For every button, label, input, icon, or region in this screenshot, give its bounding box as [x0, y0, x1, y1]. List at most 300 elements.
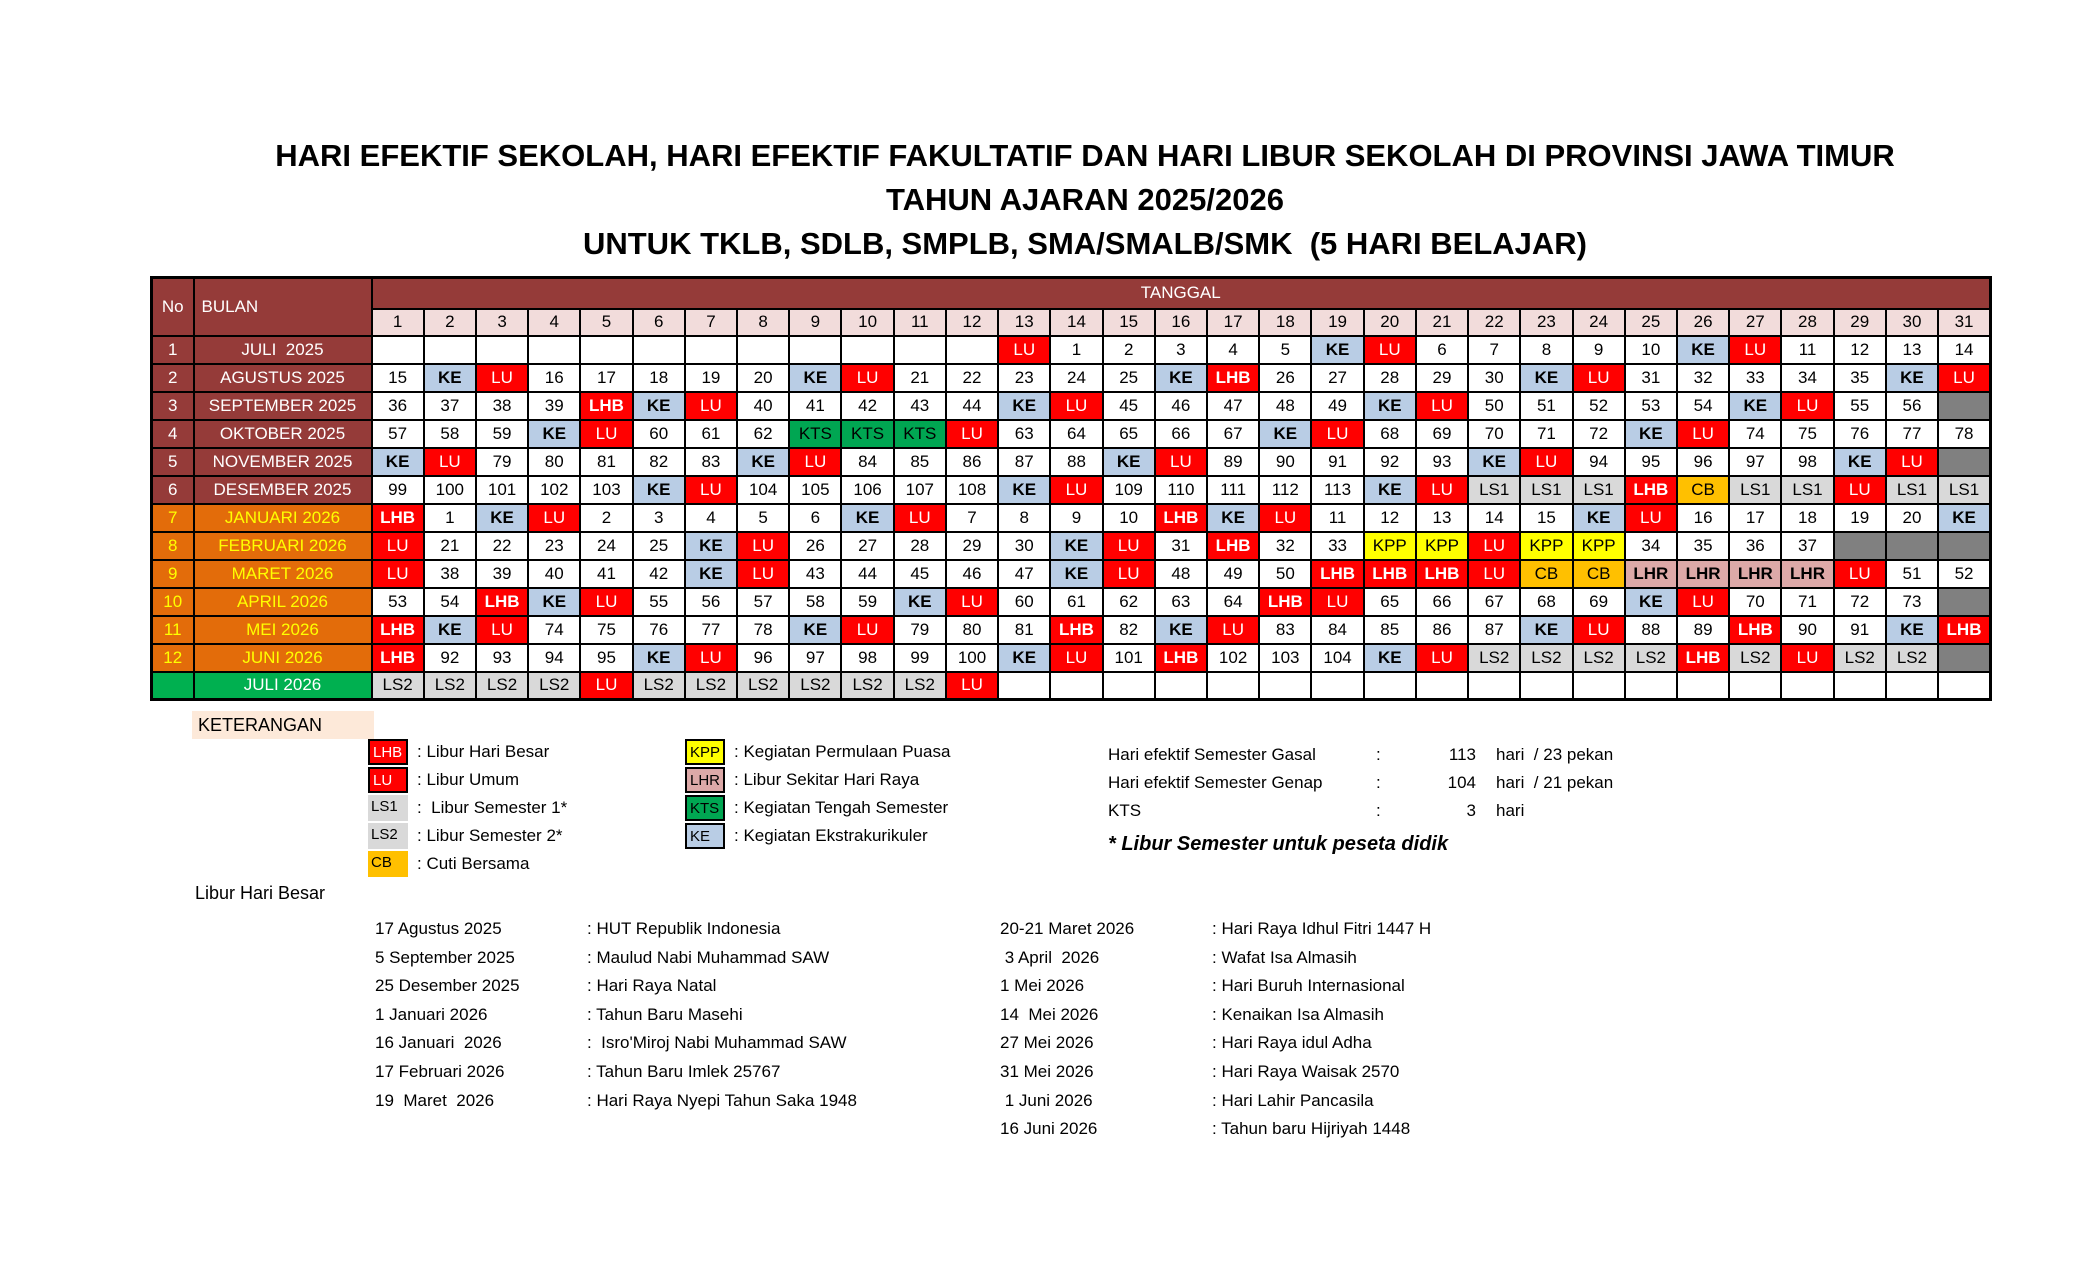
day-cell: 113 [1311, 476, 1363, 504]
day-cell: 23 [998, 364, 1050, 392]
day-cell: KE [841, 504, 893, 532]
holiday-list-right [1000, 915, 1431, 1144]
day-cell: 14 [1938, 336, 1990, 364]
day-cell: 97 [789, 644, 841, 672]
day-cell: 92 [1364, 448, 1416, 476]
day-cell [476, 336, 528, 364]
day-cell: 43 [789, 560, 841, 588]
day-cell: 63 [998, 420, 1050, 448]
day-cell: KE [1311, 336, 1363, 364]
day-cell: KE [1103, 448, 1155, 476]
day-cell: 87 [1468, 616, 1520, 644]
month-number-cell: 6 [152, 476, 194, 504]
day-cell [841, 336, 893, 364]
day-cell: 97 [1729, 448, 1781, 476]
day-cell: KE [372, 448, 424, 476]
stat-row [1108, 769, 1613, 797]
day-cell [1520, 672, 1572, 700]
day-cell: LHB [372, 644, 424, 672]
day-cell: LS2 [737, 672, 789, 700]
day-cell: LHB [372, 616, 424, 644]
legend-description: : Cuti Bersama [417, 854, 530, 873]
day-cell: 64 [1207, 588, 1259, 616]
day-cell: 41 [789, 392, 841, 420]
holiday-date: 14 Mei 2026 [1000, 1004, 1099, 1024]
day-cell: 104 [737, 476, 789, 504]
day-cell: 85 [1364, 616, 1416, 644]
legend-item [685, 823, 950, 849]
day-cell: 111 [1207, 476, 1259, 504]
day-cell: 108 [946, 476, 998, 504]
day-cell: KE [424, 616, 476, 644]
day-cell: 12 [1364, 504, 1416, 532]
holiday-item [1000, 944, 1431, 973]
day-cell: LHB [1050, 616, 1102, 644]
day-cell: KE [1729, 392, 1781, 420]
holiday-description: : Maulud Nabi Muhammad SAW [587, 947, 830, 967]
day-cell: 44 [946, 392, 998, 420]
day-cell: 29 [946, 532, 998, 560]
stat-unit: hari / 21 pekan [1496, 773, 1614, 792]
legend-swatch-lhb: LHB [368, 739, 408, 765]
stat-value: 104 [1447, 773, 1476, 792]
day-cell: 47 [998, 560, 1050, 588]
day-cell: LU [1050, 644, 1102, 672]
stat-unit: hari / 23 pekan [1496, 745, 1614, 764]
holiday-item [375, 1001, 857, 1030]
day-cell: 26 [789, 532, 841, 560]
day-cell: 30 [998, 532, 1050, 560]
day-cell: 95 [1625, 448, 1677, 476]
day-cell: LU [476, 616, 528, 644]
day-cell: 1 [424, 504, 476, 532]
day-cell: LHR [1781, 560, 1833, 588]
day-cell: 9 [1573, 336, 1625, 364]
day-cell: 18 [1781, 504, 1833, 532]
day-cell: 99 [894, 644, 946, 672]
day-cell: 61 [1050, 588, 1102, 616]
day-cell: 28 [894, 532, 946, 560]
month-number-cell: 1 [152, 336, 194, 364]
day-cell: 15 [1520, 504, 1572, 532]
legend-swatch-ls2: LS2 [368, 823, 408, 849]
day-cell: LU [685, 644, 737, 672]
legend-description: : Libur Umum [417, 770, 520, 789]
day-cell: 58 [424, 420, 476, 448]
day-cell: 51 [1886, 560, 1938, 588]
month-number-cell: 11 [152, 616, 194, 644]
day-cell: 25 [633, 532, 685, 560]
day-cell: 7 [946, 504, 998, 532]
legend-item [685, 767, 950, 793]
day-cell: 21 [894, 364, 946, 392]
day-cell: LS2 [841, 672, 893, 700]
month-number-cell: 3 [152, 392, 194, 420]
day-cell: 10 [1625, 336, 1677, 364]
day-cell: LU [580, 672, 632, 700]
day-cell: 42 [633, 560, 685, 588]
day-cell: 99 [372, 476, 424, 504]
month-row [152, 420, 1991, 448]
day-cell: 38 [476, 392, 528, 420]
day-cell: 67 [1207, 420, 1259, 448]
month-name-cell: APRIL 2026 [194, 588, 372, 616]
day-cell [685, 336, 737, 364]
date-header-cell: 20 [1364, 309, 1416, 336]
day-cell: CB [1520, 560, 1572, 588]
day-cell [1259, 672, 1311, 700]
day-cell [946, 336, 998, 364]
day-cell: 102 [528, 476, 580, 504]
day-cell: 24 [1050, 364, 1102, 392]
day-cell: 6 [789, 504, 841, 532]
day-cell [580, 336, 632, 364]
day-cell: 69 [1573, 588, 1625, 616]
day-cell: 31 [1625, 364, 1677, 392]
holiday-item [1000, 1087, 1431, 1116]
day-cell: CB [1573, 560, 1625, 588]
day-cell: LHB [1625, 476, 1677, 504]
day-cell: KE [1677, 336, 1729, 364]
day-cell: 24 [580, 532, 632, 560]
day-cell: 80 [946, 616, 998, 644]
day-cell: 34 [1781, 364, 1833, 392]
day-cell [1729, 672, 1781, 700]
day-cell: 48 [1155, 560, 1207, 588]
day-cell: LHB [1259, 588, 1311, 616]
month-name-cell: MEI 2026 [194, 616, 372, 644]
day-cell: 52 [1938, 560, 1990, 588]
day-cell: 103 [580, 476, 632, 504]
day-cell: 98 [841, 644, 893, 672]
month-name-cell: DESEMBER 2025 [194, 476, 372, 504]
day-cell: LU [1886, 448, 1938, 476]
holiday-item [375, 944, 857, 973]
date-header-cell: 16 [1155, 309, 1207, 336]
day-cell: LU [1311, 420, 1363, 448]
day-cell: LS2 [1834, 644, 1886, 672]
day-cell: KE [737, 448, 789, 476]
day-cell: 104 [1311, 644, 1363, 672]
no-column-header: No [152, 278, 194, 336]
day-cell: LU [476, 364, 528, 392]
date-header-cell: 9 [789, 309, 841, 336]
day-cell: KPP [1364, 532, 1416, 560]
date-header-cell: 23 [1520, 309, 1572, 336]
day-cell [1834, 672, 1886, 700]
month-row [152, 364, 1991, 392]
day-cell: 109 [1103, 476, 1155, 504]
day-cell [1103, 672, 1155, 700]
month-row [152, 560, 1991, 588]
date-header-cell: 2 [424, 309, 476, 336]
day-cell: LHB [1155, 644, 1207, 672]
day-cell: LS2 [685, 672, 737, 700]
day-cell: 82 [633, 448, 685, 476]
day-cell: 94 [528, 644, 580, 672]
day-cell: LU [1416, 644, 1468, 672]
date-header-row [152, 309, 1991, 336]
day-cell: 20 [737, 364, 789, 392]
day-cell: 101 [476, 476, 528, 504]
date-header-cell: 27 [1729, 309, 1781, 336]
table-header-row-1 [152, 278, 1991, 309]
day-cell: 78 [1938, 420, 1990, 448]
day-cell: KTS [894, 420, 946, 448]
day-cell: 56 [685, 588, 737, 616]
month-number-cell: 7 [152, 504, 194, 532]
day-cell: KTS [789, 420, 841, 448]
day-cell: KE [1364, 476, 1416, 504]
day-cell: KE [1364, 392, 1416, 420]
date-header-cell: 25 [1625, 309, 1677, 336]
day-cell: KE [528, 420, 580, 448]
day-cell: 22 [476, 532, 528, 560]
day-cell: 69 [1416, 420, 1468, 448]
day-cell: LS1 [1573, 476, 1625, 504]
date-header-cell: 4 [528, 309, 580, 336]
day-cell: LS2 [1729, 644, 1781, 672]
day-cell: 71 [1781, 588, 1833, 616]
day-cell: LU [946, 588, 998, 616]
page-title [70, 134, 2100, 266]
day-cell [1468, 672, 1520, 700]
holiday-item [375, 915, 857, 944]
day-cell: LHB [1311, 560, 1363, 588]
holiday-description: : Tahun baru Hijriyah 1448 [1212, 1119, 1411, 1139]
date-header-cell: 24 [1573, 309, 1625, 336]
day-cell [1155, 672, 1207, 700]
day-cell: 83 [685, 448, 737, 476]
holiday-date: 1 Januari 2026 [375, 1004, 488, 1024]
legend-description: : Libur Sekitar Hari Raya [734, 770, 920, 789]
day-cell: LS2 [476, 672, 528, 700]
date-header-cell: 28 [1781, 309, 1833, 336]
day-cell [1938, 392, 1990, 420]
day-cell: KTS [841, 420, 893, 448]
stat-row [1108, 797, 1613, 825]
month-name-cell: JUNI 2026 [194, 644, 372, 672]
day-cell: 8 [998, 504, 1050, 532]
date-header-cell: 7 [685, 309, 737, 336]
legend-description: : Kegiatan Ekstrakurikuler [734, 826, 928, 845]
day-cell: 5 [1259, 336, 1311, 364]
day-cell: KPP [1416, 532, 1468, 560]
day-cell: 40 [528, 560, 580, 588]
day-cell: 62 [737, 420, 789, 448]
day-cell: LU [1311, 588, 1363, 616]
day-cell: 51 [1520, 392, 1572, 420]
holiday-item [375, 1058, 857, 1087]
day-cell: 54 [424, 588, 476, 616]
day-cell: 15 [372, 364, 424, 392]
month-name-cell: SEPTEMBER 2025 [194, 392, 372, 420]
month-name-cell: AGUSTUS 2025 [194, 364, 372, 392]
day-cell: 59 [841, 588, 893, 616]
stat-value: 113 [1448, 745, 1476, 764]
day-cell: 90 [1781, 616, 1833, 644]
holiday-date: 25 Desember 2025 [375, 976, 520, 996]
day-cell: 84 [1311, 616, 1363, 644]
day-cell: 75 [580, 616, 632, 644]
day-cell: KE [1834, 448, 1886, 476]
day-cell: 86 [1416, 616, 1468, 644]
day-cell: LU [528, 504, 580, 532]
month-number-cell: 12 [152, 644, 194, 672]
day-cell: 88 [1625, 616, 1677, 644]
day-cell: 17 [1729, 504, 1781, 532]
day-cell: LS2 [1468, 644, 1520, 672]
day-cell: 105 [789, 476, 841, 504]
day-cell: KE [1050, 560, 1102, 588]
day-cell: 8 [1520, 336, 1572, 364]
date-header-cell: 10 [841, 309, 893, 336]
day-cell: LS2 [633, 672, 685, 700]
day-cell: LS1 [1520, 476, 1572, 504]
day-cell: KE [789, 616, 841, 644]
day-cell: KE [633, 476, 685, 504]
day-cell: LS1 [1781, 476, 1833, 504]
day-cell: 5 [737, 504, 789, 532]
day-cell: LHB [476, 588, 528, 616]
day-cell: 11 [1311, 504, 1363, 532]
month-name-cell: FEBRUARI 2026 [194, 532, 372, 560]
day-cell: 50 [1259, 560, 1311, 588]
legend-description: : Libur Semester 1* [417, 798, 568, 817]
date-header-cell: 14 [1050, 309, 1102, 336]
day-cell [998, 672, 1050, 700]
day-cell: 56 [1886, 392, 1938, 420]
effective-days-stats [1108, 741, 1613, 825]
day-cell: LS2 [424, 672, 476, 700]
date-header-cell: 3 [476, 309, 528, 336]
holiday-description: : Hari Raya Natal [587, 976, 717, 996]
day-cell: LU [1677, 588, 1729, 616]
day-cell: 55 [1834, 392, 1886, 420]
date-header-cell: 31 [1938, 309, 1990, 336]
day-cell [1938, 532, 1990, 560]
day-cell [789, 336, 841, 364]
holiday-description: : Hari Raya Idhul Fitri 1447 H [1212, 919, 1432, 938]
keterangan-label: KETERANGAN [192, 711, 374, 739]
holiday-item [1000, 915, 1431, 944]
legend-item [368, 739, 567, 765]
date-header-cell: 17 [1207, 309, 1259, 336]
day-cell [1938, 448, 1990, 476]
month-row [152, 616, 1991, 644]
day-cell: 23 [528, 532, 580, 560]
day-cell: LS2 [528, 672, 580, 700]
day-cell: 39 [528, 392, 580, 420]
day-cell: 3 [633, 504, 685, 532]
day-cell: KE [1520, 364, 1572, 392]
stat-colon: : [1376, 773, 1381, 792]
date-header-cell: 12 [946, 309, 998, 336]
day-cell: 87 [998, 448, 1050, 476]
day-cell: 1 [1050, 336, 1102, 364]
holiday-item [1000, 1029, 1431, 1058]
stat-label: KTS [1108, 801, 1142, 820]
day-cell: 79 [894, 616, 946, 644]
tanggal-header: TANGGAL [372, 278, 1991, 309]
day-cell: KE [1155, 364, 1207, 392]
day-cell: 78 [737, 616, 789, 644]
holiday-description: : Hari Raya idul Adha [1212, 1033, 1372, 1053]
day-cell: 65 [1103, 420, 1155, 448]
day-cell: 63 [1155, 588, 1207, 616]
day-cell: 52 [1573, 392, 1625, 420]
holiday-description: : Hari Buruh Internasional [1212, 976, 1405, 996]
month-name-cell: JULI 2025 [194, 336, 372, 364]
day-cell: LU [372, 560, 424, 588]
day-cell: KE [685, 532, 737, 560]
holiday-description: : Kenaikan Isa Almasih [1212, 1004, 1384, 1024]
holiday-description: : Tahun Baru Masehi [587, 1004, 743, 1024]
legend-item [368, 767, 567, 793]
day-cell: LS1 [1729, 476, 1781, 504]
stat-label: Hari efektif Semester Genap [1108, 773, 1323, 792]
month-name-cell: MARET 2026 [194, 560, 372, 588]
date-header-cell: 30 [1886, 309, 1938, 336]
day-cell: LS1 [1886, 476, 1938, 504]
stat-colon: : [1376, 801, 1381, 820]
day-cell: 3 [1155, 336, 1207, 364]
day-cell: 32 [1259, 532, 1311, 560]
holiday-item [1000, 1001, 1431, 1030]
calendar-table [150, 276, 1992, 701]
day-cell [1207, 672, 1259, 700]
day-cell: 67 [1468, 588, 1520, 616]
day-cell: 6 [1416, 336, 1468, 364]
day-cell: LHB [580, 392, 632, 420]
day-cell: 54 [1677, 392, 1729, 420]
day-cell: 19 [1834, 504, 1886, 532]
holiday-description: : Hari Raya Nyepi Tahun Saka 1948 [587, 1090, 857, 1110]
day-cell: LU [1938, 364, 1990, 392]
day-cell: 76 [1834, 420, 1886, 448]
date-header-cell: 5 [580, 309, 632, 336]
day-cell: LU [1781, 644, 1833, 672]
day-cell [528, 336, 580, 364]
holiday-item [1000, 972, 1431, 1001]
day-cell [1781, 672, 1833, 700]
day-cell: 34 [1625, 532, 1677, 560]
title-line-2: TAHUN AJARAN 2025/2026 [886, 182, 1284, 217]
holiday-item [375, 1087, 857, 1116]
legend-right-column [685, 739, 950, 851]
day-cell: 19 [685, 364, 737, 392]
day-cell: 85 [894, 448, 946, 476]
day-cell: 30 [1468, 364, 1520, 392]
day-cell: 2 [580, 504, 632, 532]
date-header-cell: 13 [998, 309, 1050, 336]
day-cell: KE [528, 588, 580, 616]
day-cell: 100 [946, 644, 998, 672]
calendar-table-wrapper [150, 276, 1992, 701]
day-cell: 83 [1259, 616, 1311, 644]
day-cell: 45 [1103, 392, 1155, 420]
day-cell: 106 [841, 476, 893, 504]
day-cell: 36 [372, 392, 424, 420]
legend-swatch-cb: CB [368, 851, 408, 877]
day-cell: 70 [1468, 420, 1520, 448]
day-cell: 74 [1729, 420, 1781, 448]
month-row [152, 448, 1991, 476]
legend-item [368, 823, 567, 849]
month-number-cell: 8 [152, 532, 194, 560]
day-cell: KE [1573, 504, 1625, 532]
day-cell: 55 [633, 588, 685, 616]
